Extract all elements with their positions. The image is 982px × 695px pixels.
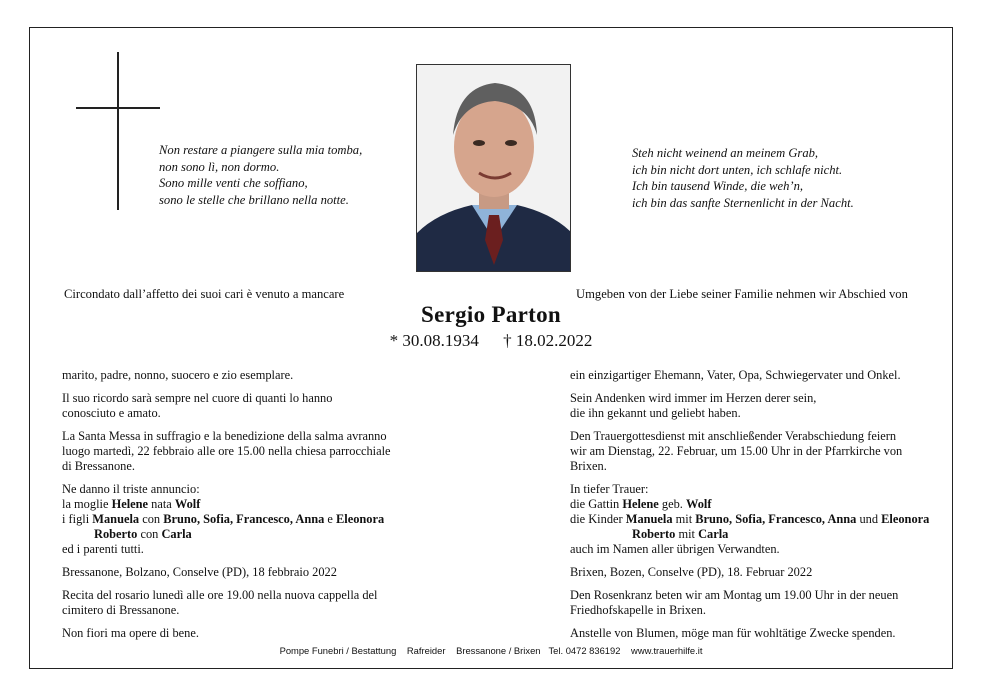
column-italian xyxy=(62,368,422,641)
rosary-line: Den Rosenkranz beten wir am Montag um 19.00 Uhr in der neuen xyxy=(570,588,899,602)
children-line: die Kinder Manuela mit Bruno, Sofia, Francesco, Anna und Eleonora xyxy=(570,512,930,526)
footer-place: Bressanone / Brixen xyxy=(456,645,541,656)
rosary-line: cimitero di Bressanone. xyxy=(62,603,180,617)
poem-german xyxy=(632,145,854,211)
mass-line: luogo martedì, 22 febbraio alle ore 15.00 nella chiesa parrocchiale xyxy=(62,444,391,458)
poem-line: ich bin nicht dort unten, ich schlafe nicht. xyxy=(632,162,843,177)
footer-phone: Tel. 0472 836192 xyxy=(548,645,621,656)
poem-line: Sono mille venti che soffiano, xyxy=(159,176,308,191)
mass-line: La Santa Messa in suffragio e la benedizione della salma avranno xyxy=(62,429,387,443)
intro-italian: Circondato dall’affetto dei suoi cari è venuto a mancare xyxy=(64,287,345,301)
flowers-text: Anstelle von Blumen, möge man für wohltätige Zwecke spenden. xyxy=(570,626,896,640)
death-date: † 18.02.2022 xyxy=(503,331,593,350)
memory-line: Sein Andenken wird immer im Herzen derer sein, xyxy=(570,391,817,405)
memory-line: Il suo ricordo sarà sempre nel cuore di quanti lo hanno xyxy=(62,391,333,405)
place-date: Bressanone, Bolzano, Conselve (PD), 18 febbraio 2022 xyxy=(62,565,337,579)
footer-web-link[interactable]: www.trauerhilfe.it xyxy=(631,645,703,656)
poem-line: Non restare a piangere sulla mia tomba, xyxy=(159,143,363,157)
children-line-2: Roberto mit Carla xyxy=(632,527,729,541)
announce-text: In tiefer Trauer: xyxy=(570,482,649,496)
rosary-line: Friedhofskapelle in Brixen. xyxy=(570,603,706,617)
portrait-image xyxy=(417,65,571,272)
wife-line: la moglie Helene nata Wolf xyxy=(62,497,201,511)
flowers-text: Non fiori ma opere di bene. xyxy=(62,626,199,640)
poem-line: Steh nicht weinend an meinem Grab, xyxy=(632,146,819,160)
mass-line: Brixen. xyxy=(570,459,607,473)
children-line: i figli Manuela con Bruno, Sofia, Francesco, Anna e Eleonora xyxy=(62,512,385,526)
deceased-name: Sergio Parton xyxy=(421,302,561,327)
role-text: marito, padre, nonno, suocero e zio esemplare. xyxy=(62,368,294,382)
birth-date: * 30.08.1934 xyxy=(389,331,479,350)
relatives-text: auch im Namen aller übrigen Verwandten. xyxy=(570,542,780,556)
intro-german: Umgeben von der Liebe seiner Familie nehmen wir Abschied von xyxy=(576,287,908,301)
footer xyxy=(0,645,982,656)
children-line-2: Roberto con Carla xyxy=(94,527,192,541)
portrait-photo xyxy=(416,64,571,272)
rosary-line: Recita del rosario lunedì alle ore 19.00 nella nuova cappella del xyxy=(62,588,378,602)
memory-line: die ihn gekannt und geliebt haben. xyxy=(570,406,741,420)
footer-name: Rafreider xyxy=(406,645,446,656)
mass-line: Den Trauergottesdienst mit anschließender Verabschiedung feiern xyxy=(570,429,897,443)
place-date: Brixen, Bozen, Conselve (PD), 18. Februar 2022 xyxy=(570,565,813,579)
poem-line: non sono lì, non dormo. xyxy=(159,159,280,174)
relatives-text: ed i parenti tutti. xyxy=(62,542,144,556)
announce-text: Ne danno il triste annuncio: xyxy=(62,482,200,496)
role-text: ein einzigartiger Ehemann, Vater, Opa, Schwiegervater und Onkel. xyxy=(570,368,901,382)
footer-company: Pompe Funebri / Bestattung xyxy=(279,645,397,656)
column-german xyxy=(570,368,950,641)
cross-icon xyxy=(117,52,119,210)
poem-line: sono le stelle che brillano nella notte. xyxy=(159,192,349,207)
wife-line: die Gattin Helene geb. Wolf xyxy=(570,497,712,511)
mass-line: wir am Dienstag, 22. Februar, um 15.00 Uhr in der Pfarrkirche von xyxy=(570,444,903,458)
poem-italian xyxy=(159,142,362,208)
memory-line: conosciuto e amato. xyxy=(62,406,161,420)
cross-icon-bar xyxy=(76,107,160,109)
poem-line: ich bin das sanfte Sternenlicht in der Nacht. xyxy=(632,195,854,210)
poem-line: Ich bin tausend Winde, die weh’n, xyxy=(632,179,804,194)
life-dates xyxy=(0,331,982,351)
mass-line: di Bressanone. xyxy=(62,459,135,473)
